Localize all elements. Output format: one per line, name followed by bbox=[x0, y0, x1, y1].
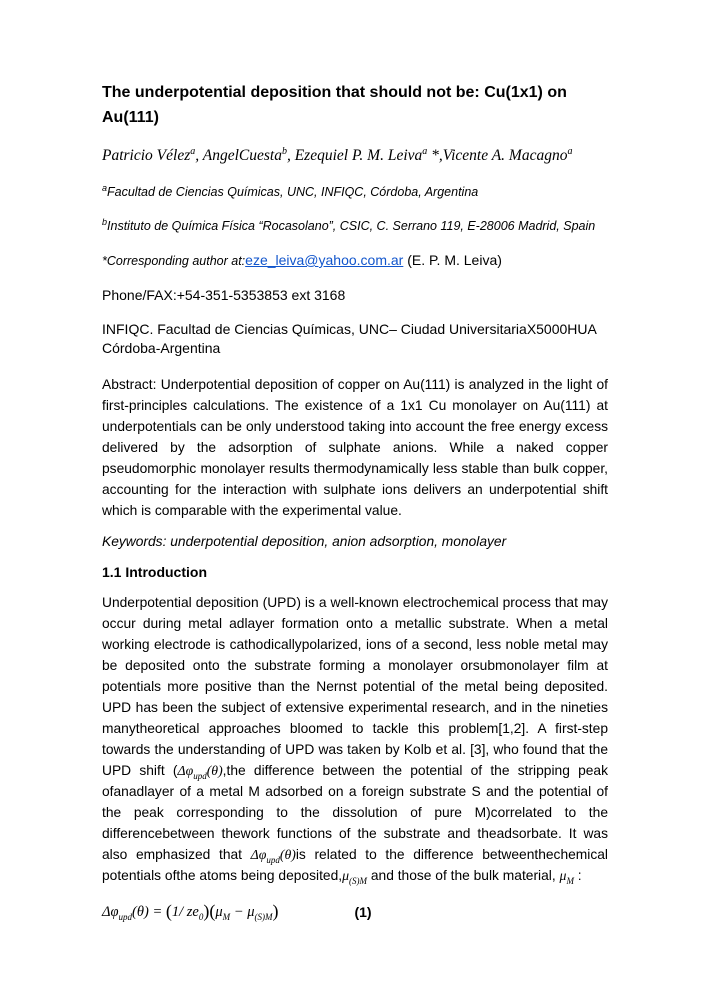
section-heading-introduction: 1.1 Introduction bbox=[102, 564, 207, 580]
eq-minus-sign: − bbox=[230, 904, 248, 920]
email-link[interactable]: eze_leiva@yahoo.com.ar bbox=[245, 252, 404, 268]
author-2-affiliation-mark: b bbox=[281, 145, 287, 157]
author-1-name: Patricio Vélez bbox=[102, 147, 191, 164]
math-mu: μ bbox=[559, 868, 567, 883]
author-3 bbox=[295, 147, 443, 164]
intro-text-segment-2: ,the difference between the potential of the stripping peak ofanadlayer of a metal M adsorbed on a foreign substrate S and the potential of the peak corresponding to the dissolution of pure M)correlated to the differencebetween thework functions of the substrate and theadsorbate. It was also emphasized that bbox=[102, 763, 608, 862]
author-2-name: AngelCuesta bbox=[202, 147, 282, 164]
affiliation-a-text: Facultad de Ciencias Químicas, UNC, INFIQC, Córdoba, Argentina bbox=[107, 185, 479, 199]
author-3-affiliation-mark: a bbox=[422, 145, 428, 157]
math-sub-sm: (S)M bbox=[349, 875, 368, 886]
eq-sub-m: M bbox=[222, 911, 231, 922]
eq-sub-zero: 0 bbox=[198, 911, 204, 922]
affiliation-b bbox=[102, 216, 608, 233]
inline-math-upd-shift-2 bbox=[250, 847, 296, 865]
eq-sub-sm: (S)M bbox=[254, 911, 273, 922]
author-4 bbox=[443, 147, 573, 164]
corresponding-author-prefix: *Corresponding author at: bbox=[102, 254, 246, 268]
equation-number: (1) bbox=[354, 903, 372, 920]
author-2 bbox=[203, 147, 295, 164]
eq-one-over-ze: 1/ ze bbox=[171, 904, 199, 920]
intro-text-segment-5: : bbox=[573, 868, 582, 883]
eq-close-paren-1: ) bbox=[203, 901, 210, 921]
math-mu: μ bbox=[342, 868, 350, 883]
equation-1-formula bbox=[102, 901, 278, 922]
eq-open-paren-1: ( bbox=[165, 901, 172, 921]
phone-fax-line: Phone/FAX:+54-351-5353853 ext 3168 bbox=[102, 287, 346, 303]
eq-mu-m: μ bbox=[215, 904, 223, 920]
author-3-name: Ezequiel P. M. Leiva bbox=[294, 147, 423, 164]
eq-equals-sign: = bbox=[148, 904, 166, 920]
eq-open-paren-2: ( bbox=[209, 901, 216, 921]
corresponding-author-suffix: (E. P. M. Leiva) bbox=[403, 252, 502, 268]
math-delta-phi: Δφ bbox=[177, 763, 194, 778]
corresponding-author-line bbox=[102, 252, 608, 268]
author-4-name: Vicente A. Macagno bbox=[442, 147, 568, 164]
eq-theta-arg: (θ) bbox=[132, 904, 149, 920]
affiliation-a bbox=[102, 182, 608, 199]
introduction-paragraph bbox=[102, 592, 608, 886]
math-delta-phi: Δφ bbox=[250, 847, 267, 862]
math-sub-upd: upd bbox=[193, 770, 207, 781]
eq-delta-phi: Δφ bbox=[102, 904, 119, 920]
math-sub-m: M bbox=[566, 875, 574, 886]
author-1-separator: , bbox=[195, 147, 203, 164]
intro-text-segment-3: is related to the difference betweenthechemical potentials ofthe atoms being deposited, bbox=[102, 847, 609, 883]
equation-1-row bbox=[102, 901, 608, 922]
eq-close-paren-2: ) bbox=[272, 901, 279, 921]
abstract-paragraph: Abstract: Underpotential deposition of copper on Au(111) is analyzed in the light of first-principles calculations. The existence of a 1x1 Cu monolayer on Au(111) at underpotentials can be only understood taking into account the free energy excess delivered by the adsorption of sulphate anions. While a naked copper pseudomorphic monolayer results thermodynamically less stable than bulk copper, accounting for the interaction with sulphate ions delivers an underpotential shift which is comparable with the experimental value. bbox=[102, 377, 608, 518]
affiliation-a-mark: a bbox=[102, 182, 108, 193]
math-sub-upd: upd bbox=[266, 854, 280, 865]
keywords-line: Keywords: underpotential deposition, anion adsorption, monolayer bbox=[102, 534, 507, 549]
eq-sub-upd: upd bbox=[118, 911, 133, 922]
author-4-affiliation-mark: a bbox=[567, 145, 573, 157]
intro-text-segment-4: and those of the bulk material, bbox=[367, 868, 560, 883]
affiliation-b-text: Instituto de Química Física “Rocasolano”, CSIC, C. Serrano 119, E-28006 Madrid, Spain bbox=[107, 219, 596, 233]
inline-math-mu-sm bbox=[342, 868, 368, 886]
author-3-separator: *, bbox=[427, 147, 443, 164]
intro-text-segment-1: Underpotential deposition (UPD) is a well-known electrochemical process that may occur during metal adlayer formation onto a metallic substrate. When a metal working electrode is cathodicallypolarized, ions of a second, less noble metal may be deposited onto the substrate forming a monolayer orsubmonolayer film at potentials more positive than the Nernst potential of the metal being deposited. UPD has been the subject of extensive experimental research, and in the nineties manytheoretical approaches bloomed to tackle this problem[1,2]. A first-step towards the understanding of UPD was taken by Kolb et al. [3], who found that the UPD shift ( bbox=[102, 595, 608, 778]
affiliation-b-mark: b bbox=[102, 216, 108, 227]
paper-title: The underpotential deposition that should not be: Cu(1x1) on Au(111) bbox=[102, 84, 567, 126]
authors-line bbox=[102, 147, 608, 165]
author-1 bbox=[102, 147, 203, 164]
eq-mu-sm: μ bbox=[247, 904, 255, 920]
inline-math-mu-m bbox=[559, 868, 574, 886]
math-theta-arg: (θ) bbox=[279, 847, 296, 862]
math-theta-arg: (θ) bbox=[206, 763, 223, 778]
inline-math-upd-shift-1 bbox=[177, 763, 223, 781]
author-2-separator: , bbox=[286, 147, 295, 164]
institute-address: INFIQC. Facultad de Ciencias Químicas, UNC– Ciudad UniversitariaX5000HUA Córdoba-Argentina bbox=[102, 321, 597, 356]
author-1-affiliation-mark: a bbox=[190, 145, 196, 157]
